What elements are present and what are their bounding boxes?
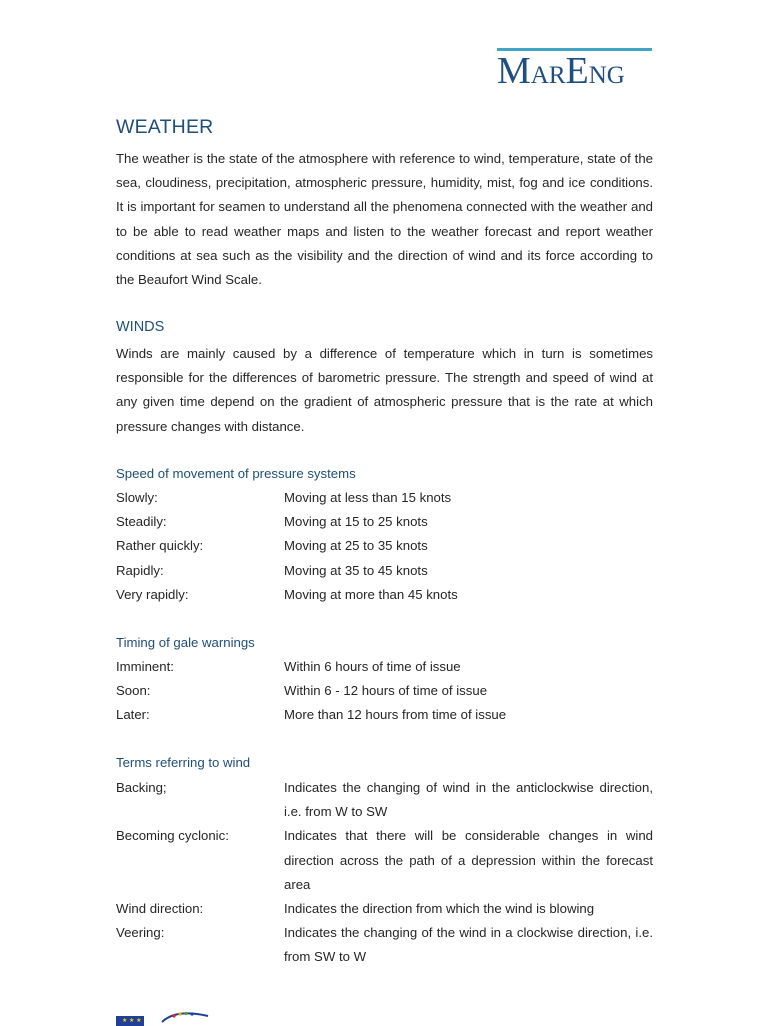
list-item: Imminent: Within 6 hours of time of issue <box>116 659 461 674</box>
speed-heading: Speed of movement of pressure systems <box>116 466 356 481</box>
page-title: WEATHER <box>116 116 214 138</box>
list-item: Rapidly: Moving at 35 to 45 knots <box>116 562 428 578</box>
terms-list <box>116 776 653 970</box>
list-item: Later: More than 12 hours from time of issue <box>116 707 507 723</box>
winds-heading: WINDS <box>116 319 165 335</box>
programme-logo-icon <box>160 1010 210 1024</box>
eu-flag-icon: ★ ★ ★ <box>116 1016 144 1026</box>
list-item: Soon: Within 6 - 12 hours of time of issue <box>116 683 488 699</box>
list-item: Steadily: Moving at 15 to 25 knots <box>116 514 428 530</box>
intro-paragraph: The weather is the state of the atmosphere with reference to wind, temperature, state of the sea, cloudiness, precipitation, atmospheric pressure, humidity, mist, fog and ice conditions. It is important for seamen to understand all the phenomena connected with the weather and to be able to read weather maps and listen to the weather forecast and report weather conditions at sea such as the visibility and the direction of wind and its force according to the Beaufort Wind Scale. <box>116 151 653 288</box>
mareng-logo <box>497 48 652 92</box>
logo-wordmark: MARENG <box>497 50 625 92</box>
list-item: Veering: Indicates the changing of the wind in a clockwise direction, i.e. from SW to W <box>116 925 653 965</box>
list-item: Slowly: Moving at less than 15 knots <box>116 490 452 505</box>
gale-heading: Timing of gale warnings <box>116 635 255 650</box>
winds-paragraph: Winds are mainly caused by a difference of temperature which in turn is sometimes responsible for the differences of barometric pressure. The strength and speed of wind at any given time depend on the gradient of atmospheric pressure that is the rate at which pressure changes with distance. <box>116 346 653 434</box>
list-item: Wind direction: Indicates the direction from which the wind is blowing <box>116 901 595 917</box>
gale-list <box>116 655 653 728</box>
list-item: Backing; Indicates the changing of wind in the anticlockwise direction, i.e. from W to SW <box>116 780 653 820</box>
terms-heading: Terms referring to wind <box>116 755 251 770</box>
list-item: Becoming cyclonic: Indicates that there will be considerable changes in wind direction across the path of a depression within the forecast area <box>116 828 653 892</box>
speed-list <box>116 486 653 607</box>
list-item: Rather quickly: Moving at 25 to 35 knots <box>116 538 428 554</box>
list-item: Very rapidly: Moving at more than 45 knots <box>116 586 458 602</box>
